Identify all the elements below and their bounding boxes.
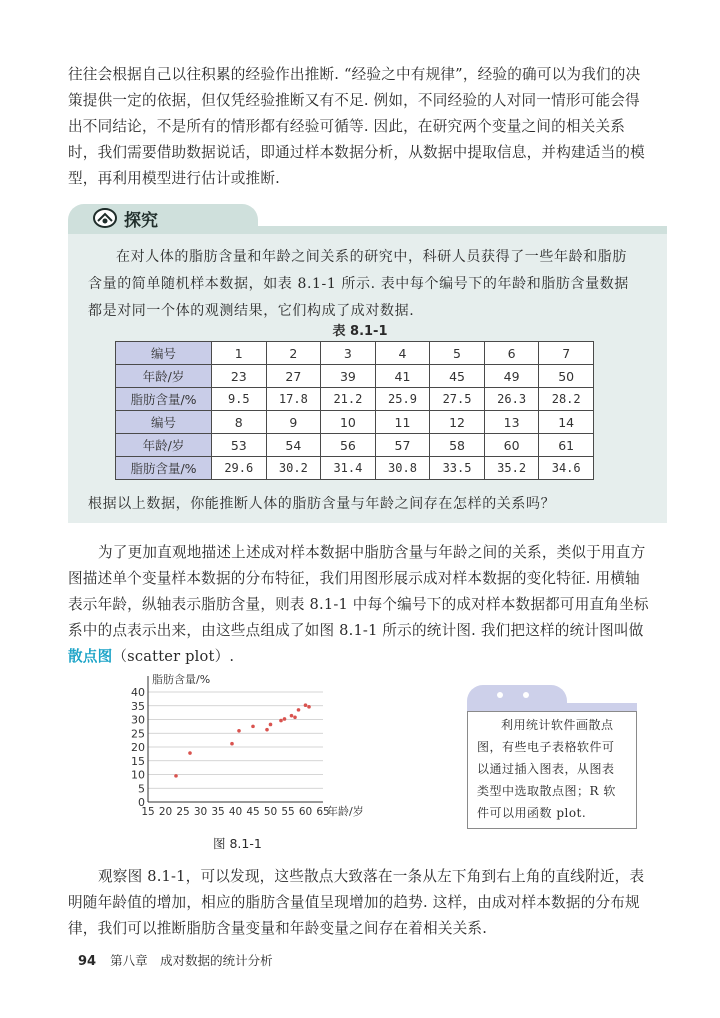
table-cell: 9	[266, 411, 321, 434]
x-tick-label: 55	[281, 806, 295, 818]
explore-question: 根据以上数据，你能推断人体的脂肪含量与年龄之间存在怎样的关系吗？	[88, 496, 556, 512]
x-tick-label: 50	[263, 806, 278, 818]
table-cell: 2	[266, 342, 321, 365]
row-label: 脂肪含量/%	[116, 388, 212, 411]
intro-line: 型，再利用模型进行估计或推断.	[68, 170, 280, 187]
table-cell: 3	[321, 342, 376, 365]
term-suffix: （scatter plot）.	[112, 648, 235, 665]
scatter-point	[290, 714, 294, 718]
table-cell: 6	[484, 342, 539, 365]
table-row	[116, 411, 594, 434]
table-cell: 23	[212, 365, 267, 388]
body-line: 律，我们可以推断脂肪含量变量和年龄变量之间存在着相关关系.	[68, 920, 488, 937]
y-tick-label: 15	[131, 754, 145, 768]
scatter-point	[174, 774, 178, 778]
y-tick-label: 35	[131, 699, 145, 713]
row-label: 脂肪含量/%	[116, 457, 212, 480]
table-cell: 28.2	[539, 388, 594, 411]
body-paragraph	[68, 540, 668, 670]
scatter-chart	[108, 670, 370, 830]
table-cell: 33.5	[430, 457, 485, 480]
note-strip	[467, 703, 637, 711]
table-cell: 56	[321, 434, 376, 457]
term-scatter-plot: 散点图	[68, 648, 113, 665]
intro-line: 出不同结论，不是所有的情形都有经验可循等. 因此，在研究两个变量之间的相关关系	[68, 118, 626, 135]
data-table	[115, 341, 594, 480]
table-cell: 9.5	[212, 388, 267, 411]
x-tick-label: 60	[298, 806, 313, 818]
body-line: 明随年龄值的增加，相应的脂肪含量值呈现增加的趋势. 这样，由成对样本数据的分布规	[68, 894, 640, 911]
scatter-point	[283, 717, 287, 721]
row-label: 编号	[116, 411, 212, 434]
table-cell: 41	[375, 365, 430, 388]
explore-line: 都是对同一个体的观测结果，它们构成了成对数据.	[88, 303, 415, 319]
y-tick-label: 20	[131, 741, 145, 754]
intro-line: 时，我们需要借助数据说话，即通过样本数据分析，从数据中提取信息，并构建适当的模	[68, 144, 645, 161]
scatter-point	[269, 723, 273, 727]
scatter-point	[293, 716, 297, 720]
scatter-point	[251, 725, 255, 729]
table-row	[116, 457, 594, 480]
x-axis-label: 年龄/岁	[327, 805, 364, 818]
table-cell: 49	[484, 365, 539, 388]
x-tick-label: 30	[193, 806, 208, 818]
intro-line: 策提供一定的依据，但仅凭经验推断又有不足. 例如，不同经验的人对同一情形可能会得	[68, 92, 640, 109]
chart-grid	[148, 692, 323, 788]
row-label: 编号	[116, 342, 212, 365]
explore-title: 探究	[124, 211, 158, 231]
x-tick-labels	[141, 806, 329, 818]
table-row	[116, 388, 594, 411]
table-cell: 58	[430, 434, 485, 457]
page-footer	[78, 951, 273, 969]
table-cell: 27.5	[430, 388, 485, 411]
figure-caption: 图 8.1-1	[213, 836, 262, 851]
y-tick-label: 10	[131, 768, 145, 782]
body-paragraph	[68, 864, 668, 942]
table-row	[116, 342, 594, 365]
scatter-point	[279, 719, 283, 723]
x-tick-label: 15	[141, 806, 155, 818]
table-cell: 34.6	[539, 457, 594, 480]
scatter-point	[230, 742, 234, 746]
table-cell: 50	[539, 365, 594, 388]
table-cell: 45	[430, 365, 485, 388]
table-cell: 17.8	[266, 388, 321, 411]
x-tick-label: 45	[246, 806, 260, 818]
explore-line: 含量的简单随机样本数据，如表 8.1-1 所示. 表中每个编号下的年龄和脂肪含量数据	[88, 276, 629, 292]
body-line: 图描述单个变量样本数据的分布特征，我们用图形展示成对样本数据的变化特征. 用横轴	[68, 570, 640, 587]
table-cell: 12	[430, 411, 485, 434]
table-cell: 60	[484, 434, 539, 457]
table-cell: 13	[484, 411, 539, 434]
table-cell: 27	[266, 365, 321, 388]
intro-paragraph	[68, 62, 668, 192]
table-row	[116, 365, 594, 388]
table-cell: 30.2	[266, 457, 321, 480]
row-label: 年龄/岁	[116, 365, 212, 388]
note-text	[477, 714, 616, 824]
body-line-term	[68, 644, 668, 670]
table-cell: 26.3	[484, 388, 539, 411]
table-cell: 14	[539, 411, 594, 434]
scatter-point	[307, 705, 311, 709]
table-cell: 4	[375, 342, 430, 365]
y-tick-label: 0	[138, 796, 145, 809]
scatter-chart-svg	[108, 670, 370, 830]
table-cell: 30.8	[375, 457, 430, 480]
table-cell: 54	[266, 434, 321, 457]
table-caption: 表 8.1-1	[332, 324, 388, 339]
x-tick-label: 40	[228, 806, 243, 818]
table-cell: 8	[212, 411, 267, 434]
note-dot-icon	[523, 692, 529, 698]
note-line: 以通过插入图表，从图表	[477, 762, 615, 776]
table-cell: 11	[375, 411, 430, 434]
scatter-point	[188, 751, 192, 755]
note-line: 利用统计软件画散点	[501, 718, 614, 732]
x-tick-label: 20	[158, 806, 173, 818]
table-cell: 39	[321, 365, 376, 388]
body-line: 系中的点表示出来，由这些点组成了如图 8.1-1 所示的统计图. 我们把这样的统计图叫做	[68, 622, 644, 639]
scatter-point	[265, 728, 269, 732]
scatter-point	[297, 708, 301, 712]
table-cell: 61	[539, 434, 594, 457]
y-axis-label: 脂肪含量/%	[152, 673, 211, 686]
table-cell: 53	[212, 434, 267, 457]
explore-icon	[92, 207, 118, 229]
intro-line: 往往会根据自己以往积累的经验作出推断. “经验之中有规律”，经验的确可以为我们的决	[68, 66, 641, 83]
y-tick-label: 25	[131, 727, 145, 741]
x-tick-label: 65	[316, 806, 330, 818]
table-cell: 31.4	[321, 457, 376, 480]
note-line: 类型中选取散点图；R 软	[477, 784, 616, 798]
table-cell: 10	[321, 411, 376, 434]
table-cell: 57	[375, 434, 430, 457]
body-line: 观察图 8.1-1，可以发现，这些散点大致落在一条从左下角到右上角的直线附近，表	[98, 868, 645, 885]
x-tick-label: 25	[176, 806, 190, 818]
table-cell: 35.2	[484, 457, 539, 480]
table-cell: 25.9	[375, 388, 430, 411]
data-points	[174, 703, 311, 777]
table-cell: 29.6	[212, 457, 267, 480]
table-cell: 7	[539, 342, 594, 365]
table-row	[116, 434, 594, 457]
table-cell: 5	[430, 342, 485, 365]
note-dot-icon	[497, 692, 503, 698]
body-line: 表示年龄，纵轴表示脂肪含量，则表 8.1-1 中每个编号下的成对样本数据都可用直角坐标	[68, 596, 649, 613]
scatter-point	[304, 703, 308, 707]
table-cell: 1	[212, 342, 267, 365]
x-tick-label: 35	[211, 806, 225, 818]
y-tick-label: 5	[138, 782, 145, 796]
page-number: 94	[78, 954, 97, 969]
scatter-point	[237, 729, 241, 733]
table-cell: 21.2	[321, 388, 376, 411]
explore-line: 在对人体的脂肪含量和年龄之间关系的研究中，科研人员获得了一些年龄和脂肪	[116, 249, 627, 265]
explore-text	[88, 244, 629, 325]
y-tick-label: 30	[131, 713, 145, 727]
note-line: 件可以用函数 plot.	[477, 806, 587, 820]
y-tick-label: 40	[131, 686, 145, 699]
y-tick-labels	[131, 686, 145, 809]
note-line: 图，有些电子表格软件可	[477, 740, 615, 754]
row-label: 年龄/岁	[116, 434, 212, 457]
body-line: 为了更加直观地描述上述成对样本数据中脂肪含量与年龄之间的关系，类似于用直方	[98, 544, 646, 561]
chapter-title: 第八章 成对数据的统计分析	[110, 953, 273, 968]
